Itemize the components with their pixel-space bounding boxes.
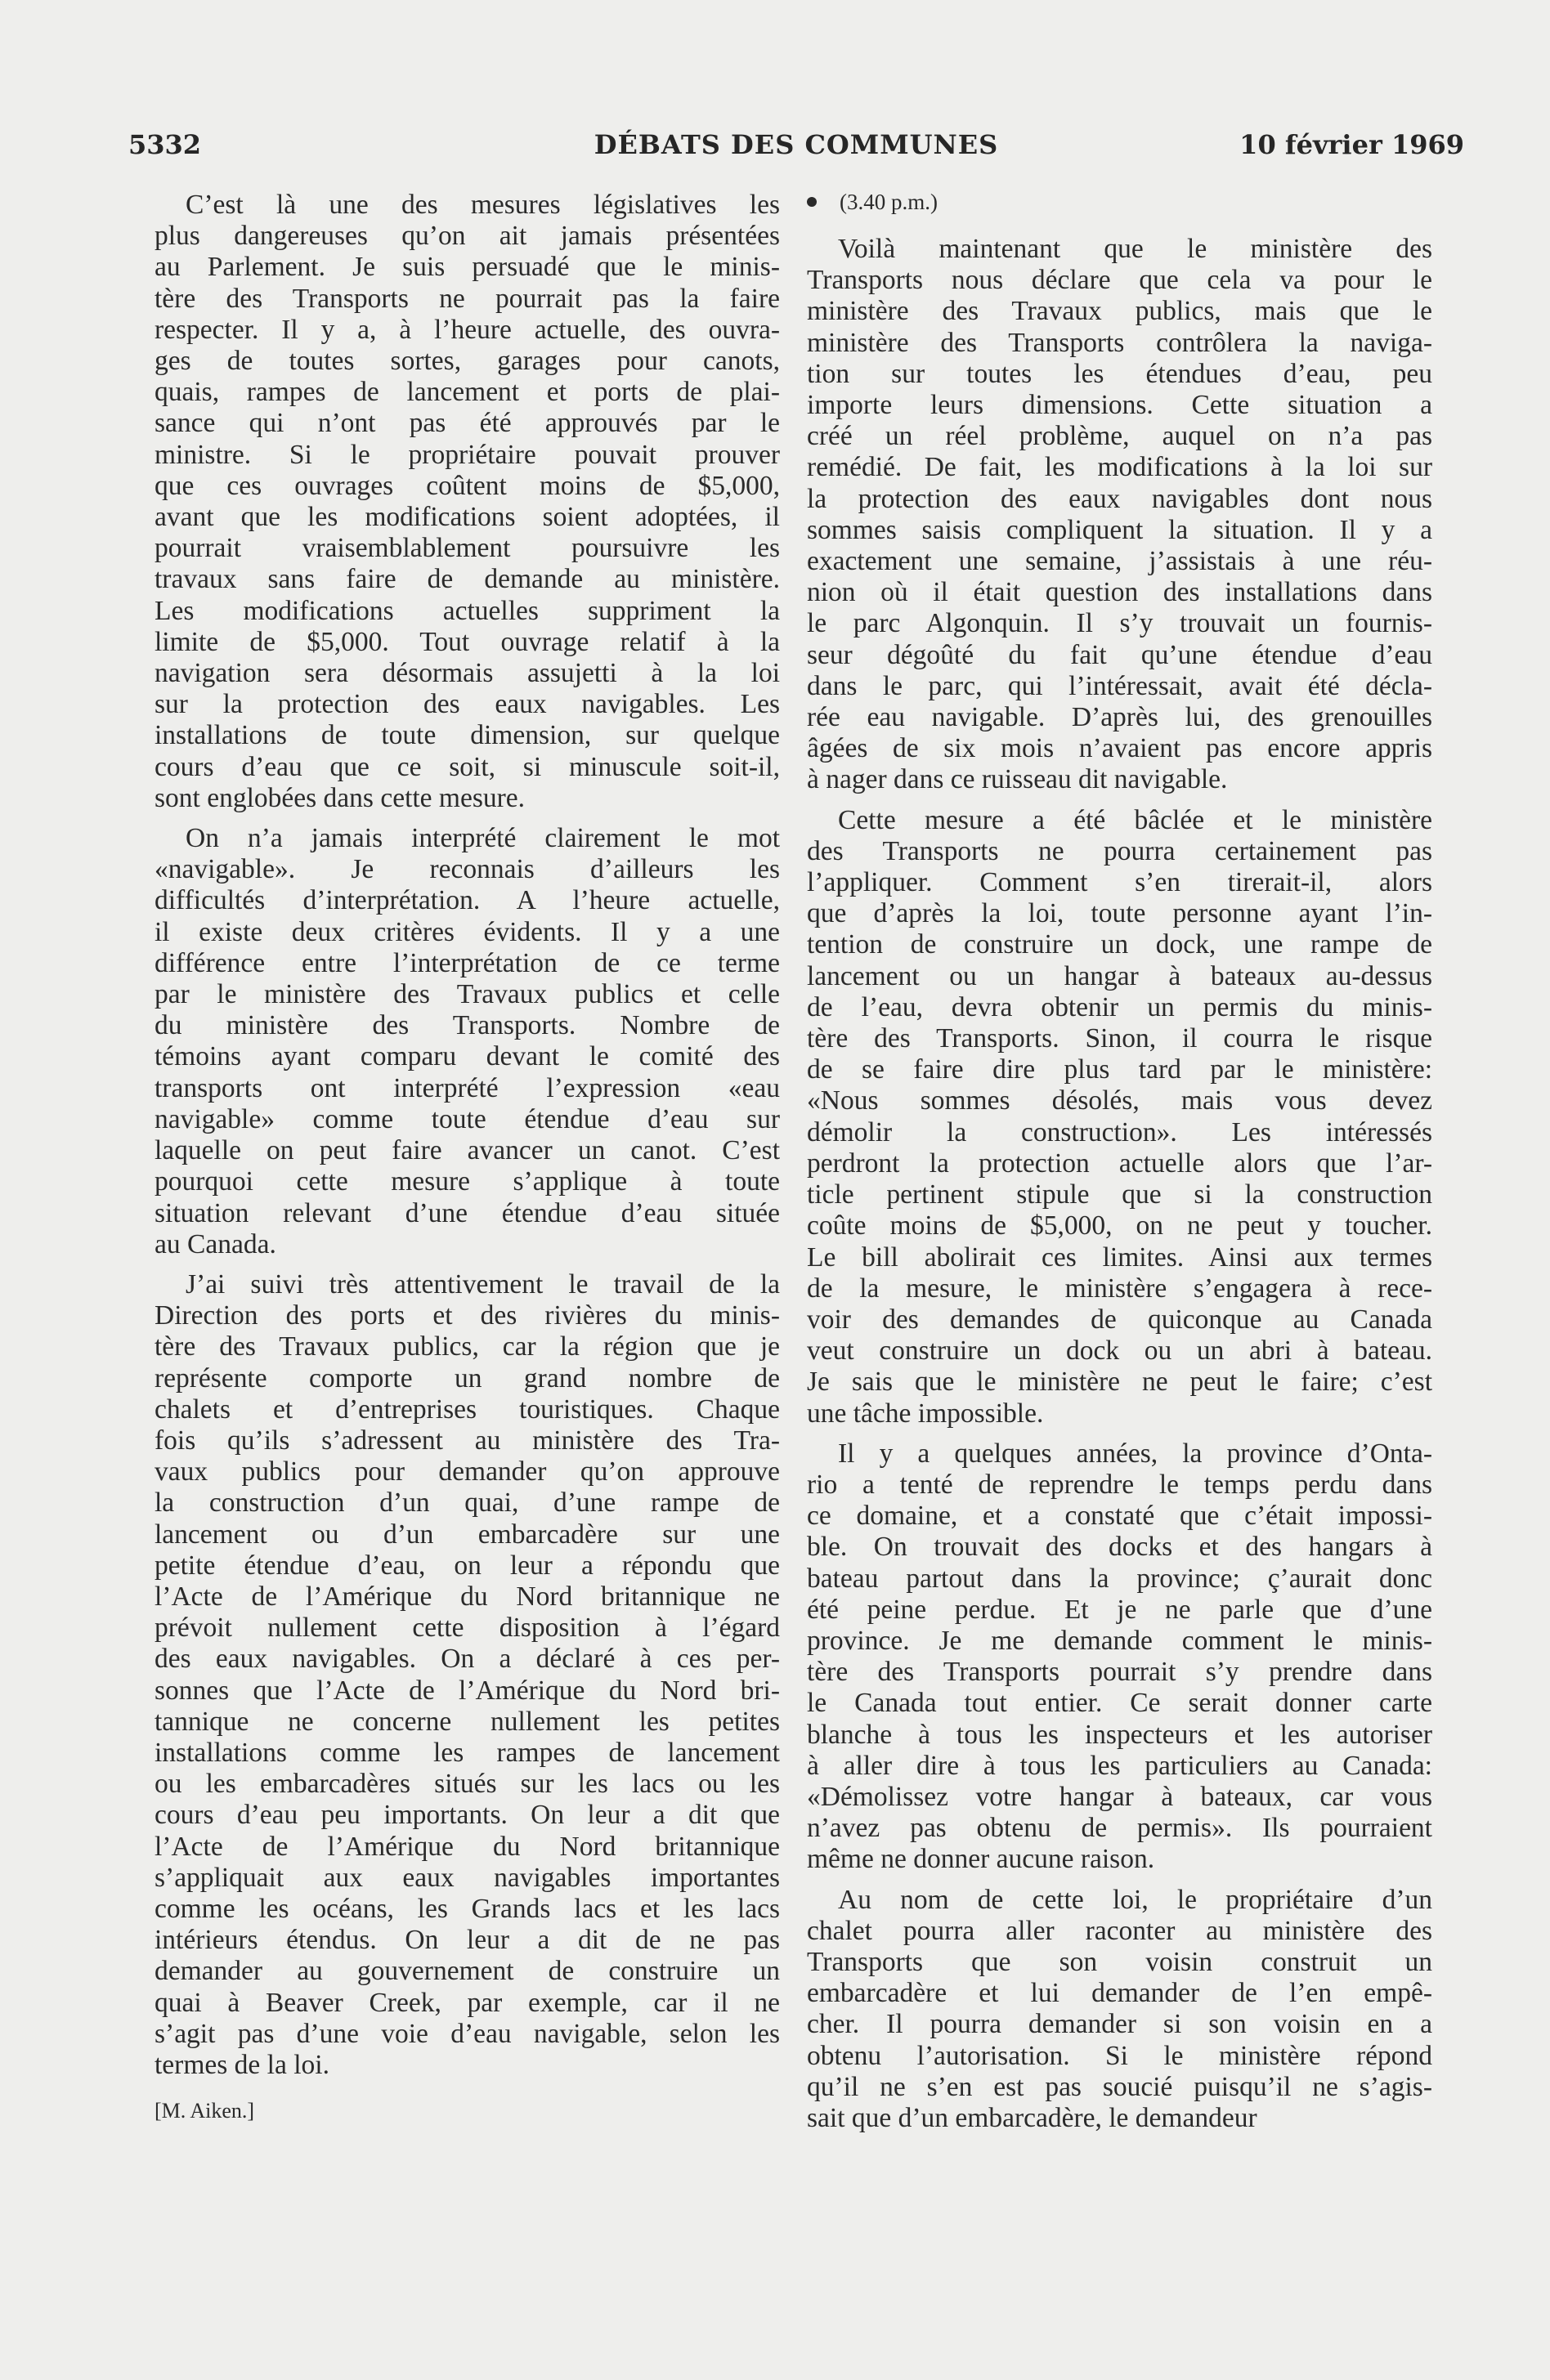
text-line: demander au gouvernement de construire un [155,1956,780,1987]
text-line: la construction d’un quai, d’une rampe de [155,1488,780,1519]
text-line: le parc Algonquin. Il s’y trouvait un fournis- [807,608,1432,639]
text-line: rio a tenté de reprendre le temps perdu dans [807,1469,1432,1500]
text-line: Cette mesure a été bâclée et le ministère [838,804,1432,835]
text-line: J’ai suivi très attentivement le travail de la [186,1268,780,1300]
text-line: sont englobées dans cette mesure. [155,782,526,813]
left-column [155,190,780,2123]
text-line: avant que les modifications soient adoptées, il [155,502,780,533]
text-line: navigation sera désormais assujetti à la loi [155,658,780,689]
text-line: l’appliquer. Comment s’en tirerait-il, alors [807,867,1432,898]
text-line: cours d’eau que ce soit, si minuscule soit-il, [155,751,780,782]
text-line: petite étendue d’eau, on leur a répondu que [155,1550,780,1581]
paragraph [155,1269,780,2081]
text-line: Les modifications actuelles suppriment la [155,595,780,626]
text-line: quai à Beaver Creek, par exemple, car il ne [155,1987,780,2018]
text-line: Il y a quelques années, la province d’Onta- [838,1438,1432,1469]
page-date: 10 février 1969 [1239,129,1464,160]
page-header [128,129,1464,162]
text-line: situation relevant d’une étendue d’eau située [155,1197,780,1228]
text-line: importe leurs dimensions. Cette situation a [807,390,1432,421]
text-line: province. Je me demande comment le minis- [807,1625,1432,1656]
text-line: limite de $5,000. Tout ouvrage relatif à la [155,626,780,657]
text-line: cours d’eau peu importants. On leur a dit que [155,1800,780,1831]
text-line: tannique ne concerne nullement les petites [155,1706,780,1737]
text-line: Voilà maintenant que le ministère des [838,234,1432,264]
paragraph [807,805,1432,1429]
text-line: respecter. Il y a, à l’heure actuelle, des ouvra- [155,314,780,345]
text-line: travaux sans faire de demande au ministère. [155,564,780,595]
bullet-icon [807,197,817,207]
text-line: que ces ouvrages coûtent moins de $5,000, [155,470,780,501]
text-line: Le bill abolirait ces limites. Ainsi aux termes [807,1241,1432,1273]
text-line: âgées de six mois n’avaient pas encore appris [807,733,1432,764]
text-line: prévoit nullement cette disposition à l’égard [155,1613,780,1644]
text-line: s’agit pas d’une voie d’eau navigable, selon les [155,2018,780,2049]
text-line: fois qu’ils s’adressent au ministère des Tra- [155,1425,780,1456]
paragraph [807,1438,1432,1876]
text-line: embarcadère et lui demander de l’en empê- [807,1978,1432,2009]
text-line: vaux publics pour demander qu’on approuve [155,1456,780,1488]
text-line: intérieurs étendus. On leur a dit de ne pas [155,1925,780,1956]
text-line: pourrait vraisemblablement poursuivre les [155,533,780,564]
right-column [807,190,1432,2143]
paragraph [807,234,1432,796]
text-line: tère des Travaux publics, car la région que je [155,1331,780,1362]
text-line: lancement ou d’un embarcadère sur une [155,1519,780,1550]
page-number: 5332 [128,129,202,160]
text-line: sonnes que l’Acte de l’Amérique du Nord bri- [155,1675,780,1706]
text-line: cher. Il pourra demander si son voisin en a [807,2009,1432,2040]
speaker-attribution: [M. Aiken.] [155,2099,255,2123]
text-line: une tâche impossible. [807,1398,1044,1429]
page-title: DÉBATS DES COMMUNES [594,129,999,160]
text-line: obtenu l’autorisation. Si le ministère répond [807,2040,1432,2071]
text-line: coûte moins de $5,000, on ne peut y toucher. [807,1210,1432,1241]
text-line: tention de construire un dock, une rampe de [807,929,1432,960]
text-line: à aller dire à tous les particuliers au Canada: [807,1750,1432,1781]
text-line: plus dangereuses qu’on ait jamais présentées [155,221,780,252]
text-line: des eaux navigables. On a déclaré à ces per- [155,1644,780,1675]
text-line: que d’après la loi, toute personne ayant l’in- [807,898,1432,929]
text-line: même ne donner aucune raison. [807,1844,1155,1875]
text-line: le Canada tout entier. Ce serait donner carte [807,1688,1432,1719]
text-line: chalets et d’entreprises touristiques. Chaque [155,1394,780,1425]
text-line: tère des Transports ne pourrait pas la faire [155,283,780,314]
text-line: nion où il était question des installations dans [807,577,1432,608]
text-line: Transports nous déclare que cela va pour le [807,265,1432,296]
text-line: témoins ayant comparu devant le comité des [155,1041,780,1072]
text-line: sur la protection des eaux navigables. Les [155,689,780,720]
text-line: laquelle on peut faire avancer un canot. C’est [155,1135,780,1166]
text-line: ges de toutes sortes, garages pour canots, [155,346,780,377]
text-line: ministre. Si le propriétaire pouvait prouver [155,439,780,470]
text-line: rée eau navigable. D’après lui, des grenouilles [807,702,1432,733]
text-line: pourquoi cette mesure s’applique à toute [155,1166,780,1197]
text-line: des Transports ne pourra certainement pas [807,835,1432,866]
text-line: C’est là une des mesures législatives les [186,190,780,220]
text-line: difficultés d’interprétation. A l’heure actuelle, [155,885,780,916]
text-line: perdront la protection actuelle alors que l’ar- [807,1148,1432,1179]
text-line: «navigable». Je reconnais d’ailleurs les [155,854,780,885]
text-line: au Parlement. Je suis persuadé que le minis- [155,252,780,283]
text-line: au Canada. [155,1228,276,1259]
text-line: représente comporte un grand nombre de [155,1362,780,1394]
text-line: sance qui n’ont pas été approuvés par le [155,408,780,439]
text-line: navigable» comme toute étendue d’eau sur [155,1103,780,1134]
text-line: lancement ou un hangar à bateaux au-dessus [807,960,1432,991]
text-line: Direction des ports et des rivières du minis- [155,1300,780,1331]
text-line: chalet pourra aller raconter au ministère des [807,1915,1432,1946]
text-line: la protection des eaux navigables dont nous [807,483,1432,514]
text-line: exactement une semaine, j’assistais à une réu- [807,546,1432,577]
text-line: de se faire dire plus tard par le ministère: [807,1054,1432,1085]
text-line: installations de toute dimension, sur quelque [155,720,780,751]
text-line: «Démolissez votre hangar à bateaux, car vous [807,1781,1432,1812]
text-line: bateau partout dans la province; ç’aurait donc [807,1563,1432,1594]
text-line: seur dégoûté du fait qu’une étendue d’eau [807,639,1432,670]
text-line: par le ministère des Travaux publics et celle [155,979,780,1010]
text-line: l’Acte de l’Amérique du Nord britannique ne [155,1581,780,1612]
text-line: remédié. De fait, les modifications à la loi sur [807,452,1432,483]
text-line: à nager dans ce ruisseau dit navigable. [807,764,1228,795]
text-line: dans le parc, qui l’intéressait, avait été décla- [807,670,1432,701]
text-line: n’avez pas obtenu de permis». Ils pourraient [807,1813,1432,1844]
text-line: de la mesure, le ministère s’engagera à rece- [807,1273,1432,1304]
text-line: il existe deux critères évidents. Il y a une [155,916,780,947]
text-line: qu’il ne s’en est pas soucié puisqu’il ne s’agis- [807,2071,1432,2102]
text-line: Au nom de cette loi, le propriétaire d’un [838,1884,1432,1915]
text-line: ou les embarcadères situés sur les lacs ou les [155,1769,780,1800]
text-line: blanche à tous les inspecteurs et les autoriser [807,1719,1432,1750]
text-line: l’Acte de l’Amérique du Nord britannique [155,1831,780,1862]
text-line: ble. On trouvait des docks et des hangars à [807,1532,1432,1563]
text-line: Transports que son voisin construit un [807,1946,1432,1977]
text-line: créé un réel problème, auquel on n’a pas [807,421,1432,452]
text-line: transports ont interprété l’expression «eau [155,1072,780,1103]
text-line: tion sur toutes les étendues d’eau, peu [807,358,1432,389]
text-line: veut construire un dock ou un abri à bateau. [807,1335,1432,1367]
text-line: ministère des Travaux publics, mais que le [807,296,1432,327]
text-line: «Nous sommes désolés, mais vous devez [807,1085,1432,1116]
text-line: sommes saisis compliquent la situation. Il y a [807,514,1432,545]
text-line: quais, rampes de lancement et ports de plai- [155,377,780,408]
text-line: tère des Transports. Sinon, il courra le risque [807,1023,1432,1054]
text-line: ministère des Transports contrôlera la naviga- [807,327,1432,358]
paragraph [155,190,780,814]
text-line: tère des Transports pourrait s’y prendre dans [807,1657,1432,1688]
text-line: comme les océans, les Grands lacs et les lacs [155,1893,780,1924]
text-line: termes de la loi. [155,2049,329,2080]
text-line: On n’a jamais interprété clairement le mot [186,823,780,854]
text-line: différence entre l’interprétation de ce terme [155,947,780,978]
text-line: s’appliquait aux eaux navigables importantes [155,1862,780,1893]
text-line: installations comme les rampes de lancement [155,1737,780,1768]
text-line: démolir la construction». Les intéressés [807,1116,1432,1148]
timestamp [807,190,1432,214]
paragraph [155,823,780,1260]
text-line: voir des demandes de quiconque au Canada [807,1304,1432,1335]
timestamp-text: (3.40 p.m.) [840,190,938,214]
text-line: du ministère des Transports. Nombre de [155,1010,780,1041]
text-line: sait que d’un embarcadère, le demandeur [807,2102,1257,2133]
text-line: ticle pertinent stipule que si la construction [807,1179,1432,1210]
text-line: Je sais que le ministère ne peut le faire; c’est [807,1367,1432,1398]
paragraph [807,1885,1432,2135]
text-line: de l’eau, devra obtenir un permis du minis- [807,991,1432,1022]
text-line: été peine perdue. Et je ne parle que d’une [807,1594,1432,1625]
text-line: ce domaine, et a constaté que c’était impossi- [807,1501,1432,1532]
